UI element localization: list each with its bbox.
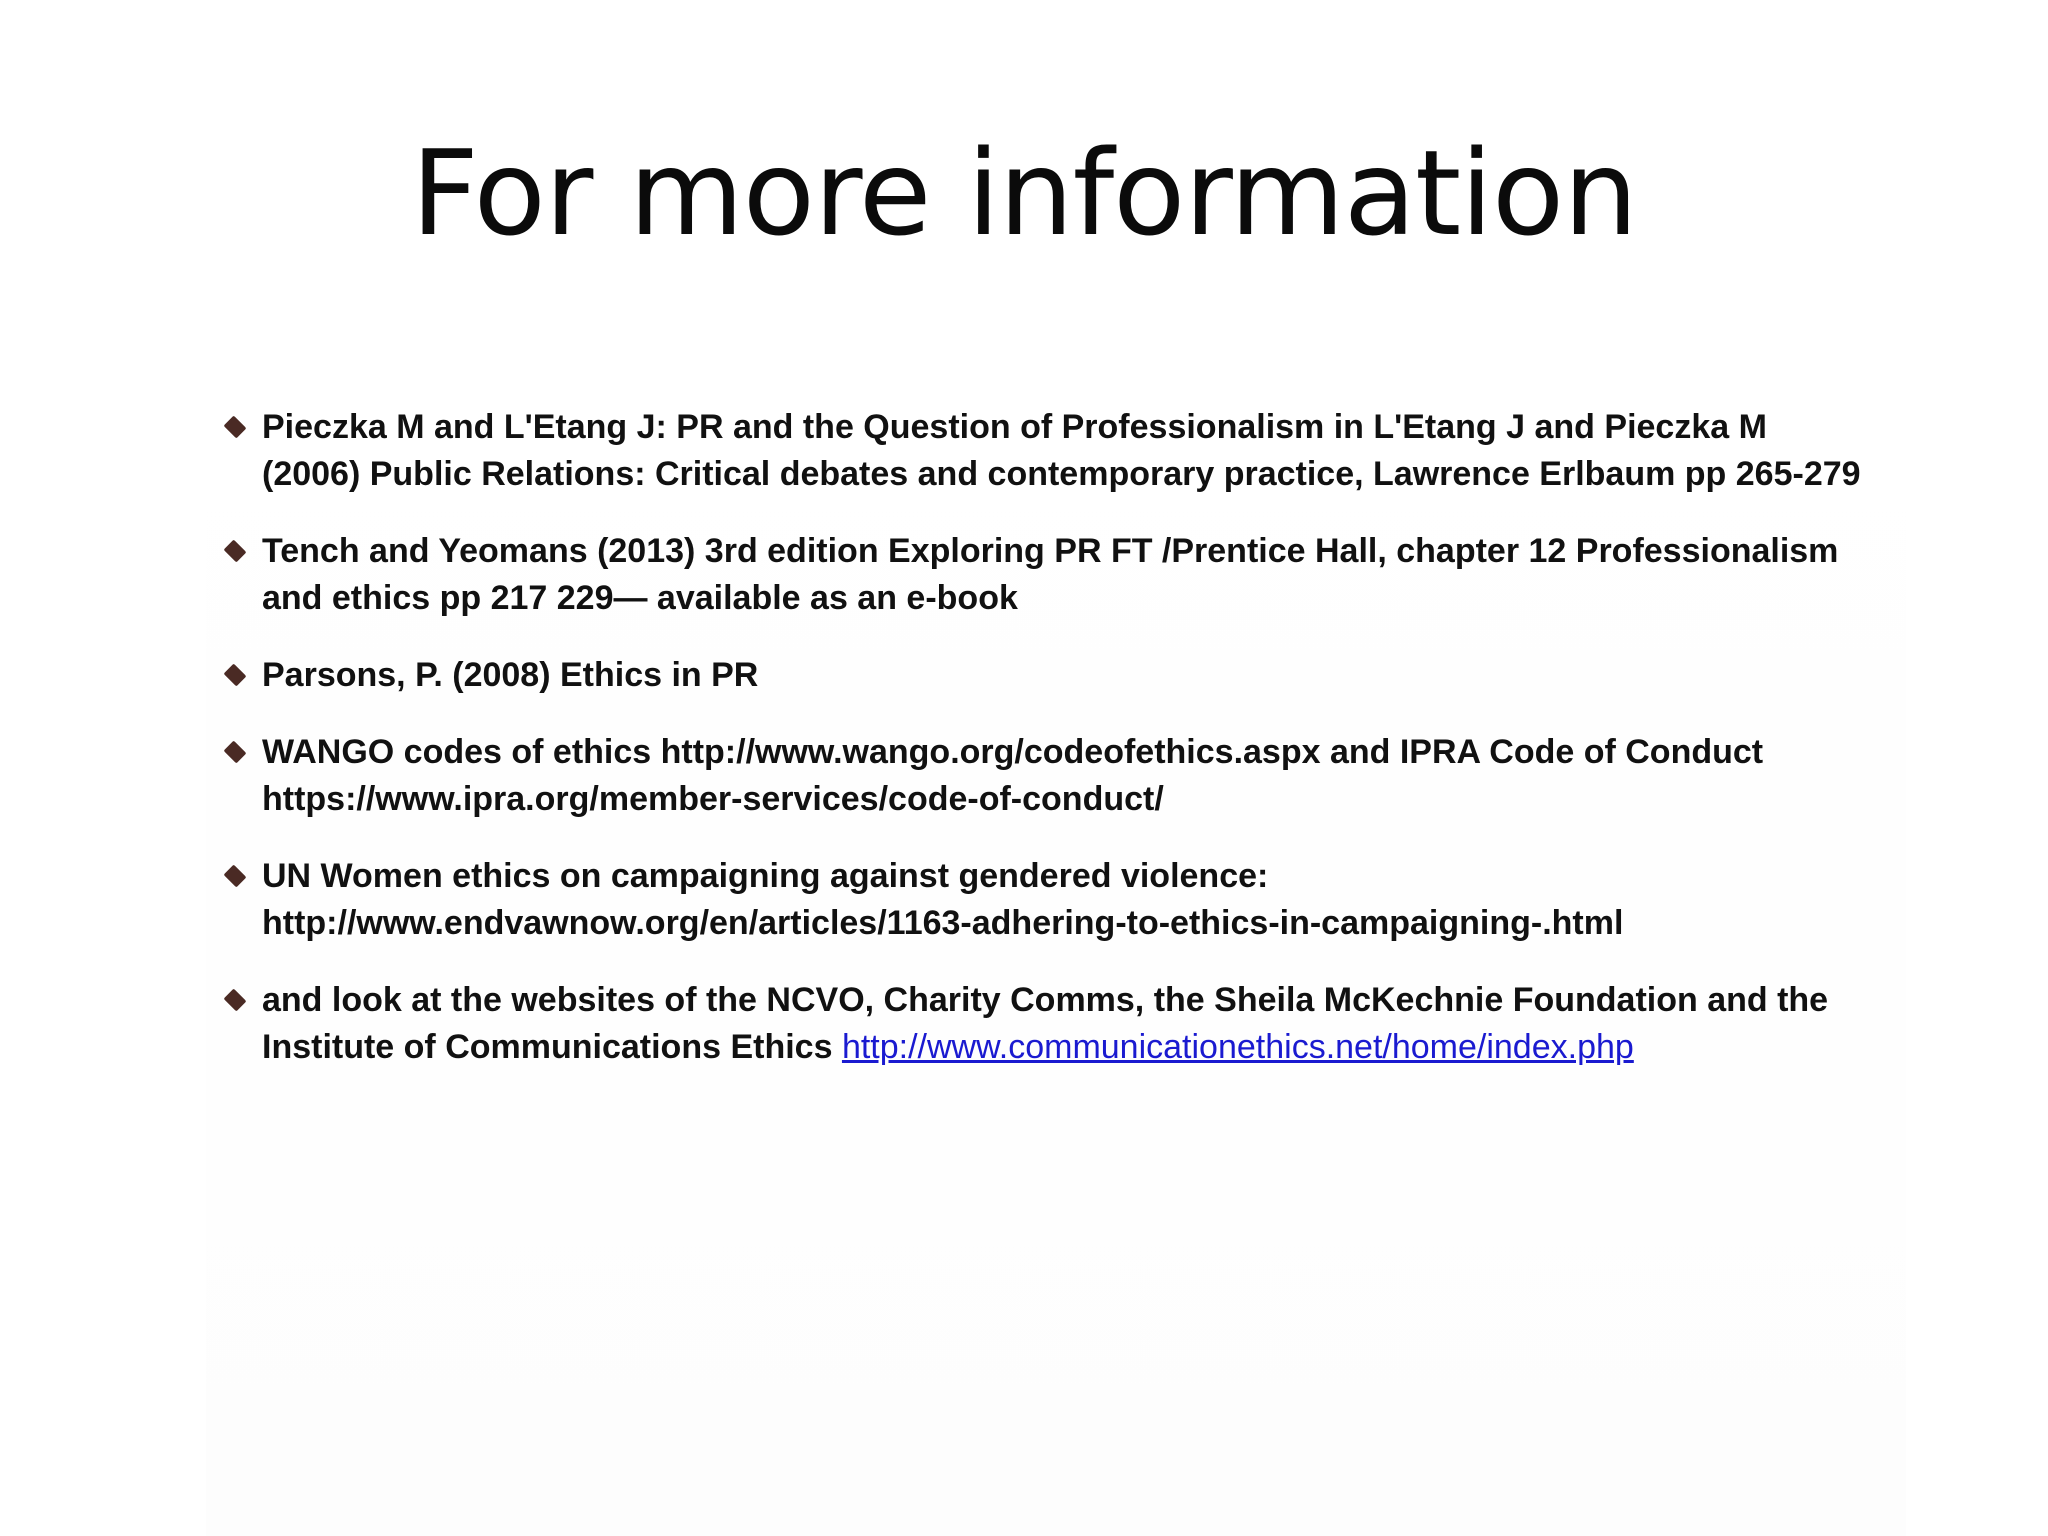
reference-text: UN Women ethics on campaigning against gendered violence: http://www.endvawnow.org/en/articles/1163-adhering-to-ethics-in-campaigning-.html xyxy=(262,857,1624,942)
reference-text: and look at the websites of the NCVO, Charity Comms, the Sheila McKechnie Foundation and the Institute of Communications Ethics xyxy=(262,981,1829,1066)
reference-item xyxy=(222,853,1862,947)
diamond-bullet-icon xyxy=(224,664,247,687)
reference-item xyxy=(222,729,1862,823)
diamond-bullet-icon xyxy=(224,540,247,563)
diamond-bullet-icon xyxy=(224,865,247,888)
diamond-bullet-icon xyxy=(224,989,247,1012)
diamond-bullet-icon xyxy=(224,741,247,764)
reference-item xyxy=(222,528,1862,622)
reference-item xyxy=(222,404,1862,498)
reference-text: Pieczka M and L'Etang J: PR and the Question of Professionalism in L'Etang J and Pieczka M (2006) Public Relations: Critical debates and contemporary practice, Lawrence Erlbaum pp 265-279 xyxy=(262,408,1861,493)
reference-item xyxy=(222,977,1862,1071)
communication-ethics-link[interactable]: http://www.communicationethics.net/home/index.php xyxy=(841,1028,1634,1066)
slide-title: For more information xyxy=(410,124,1638,262)
reference-text: WANGO codes of ethics http://www.wango.org/codeofethics.aspx and IPRA Code of Conduct https://www.ipra.org/member-services/code-of-conduct/ xyxy=(262,733,1764,818)
reference-item xyxy=(222,652,1862,699)
reference-list xyxy=(222,404,1862,1101)
reference-text: Tench and Yeomans (2013) 3rd edition Exploring PR FT /Prentice Hall, chapter 12 Professionalism and ethics pp 217 229— available as an e-book xyxy=(262,532,1839,617)
diamond-bullet-icon xyxy=(224,416,247,439)
reference-text: Parsons, P. (2008) Ethics in PR xyxy=(262,656,759,694)
